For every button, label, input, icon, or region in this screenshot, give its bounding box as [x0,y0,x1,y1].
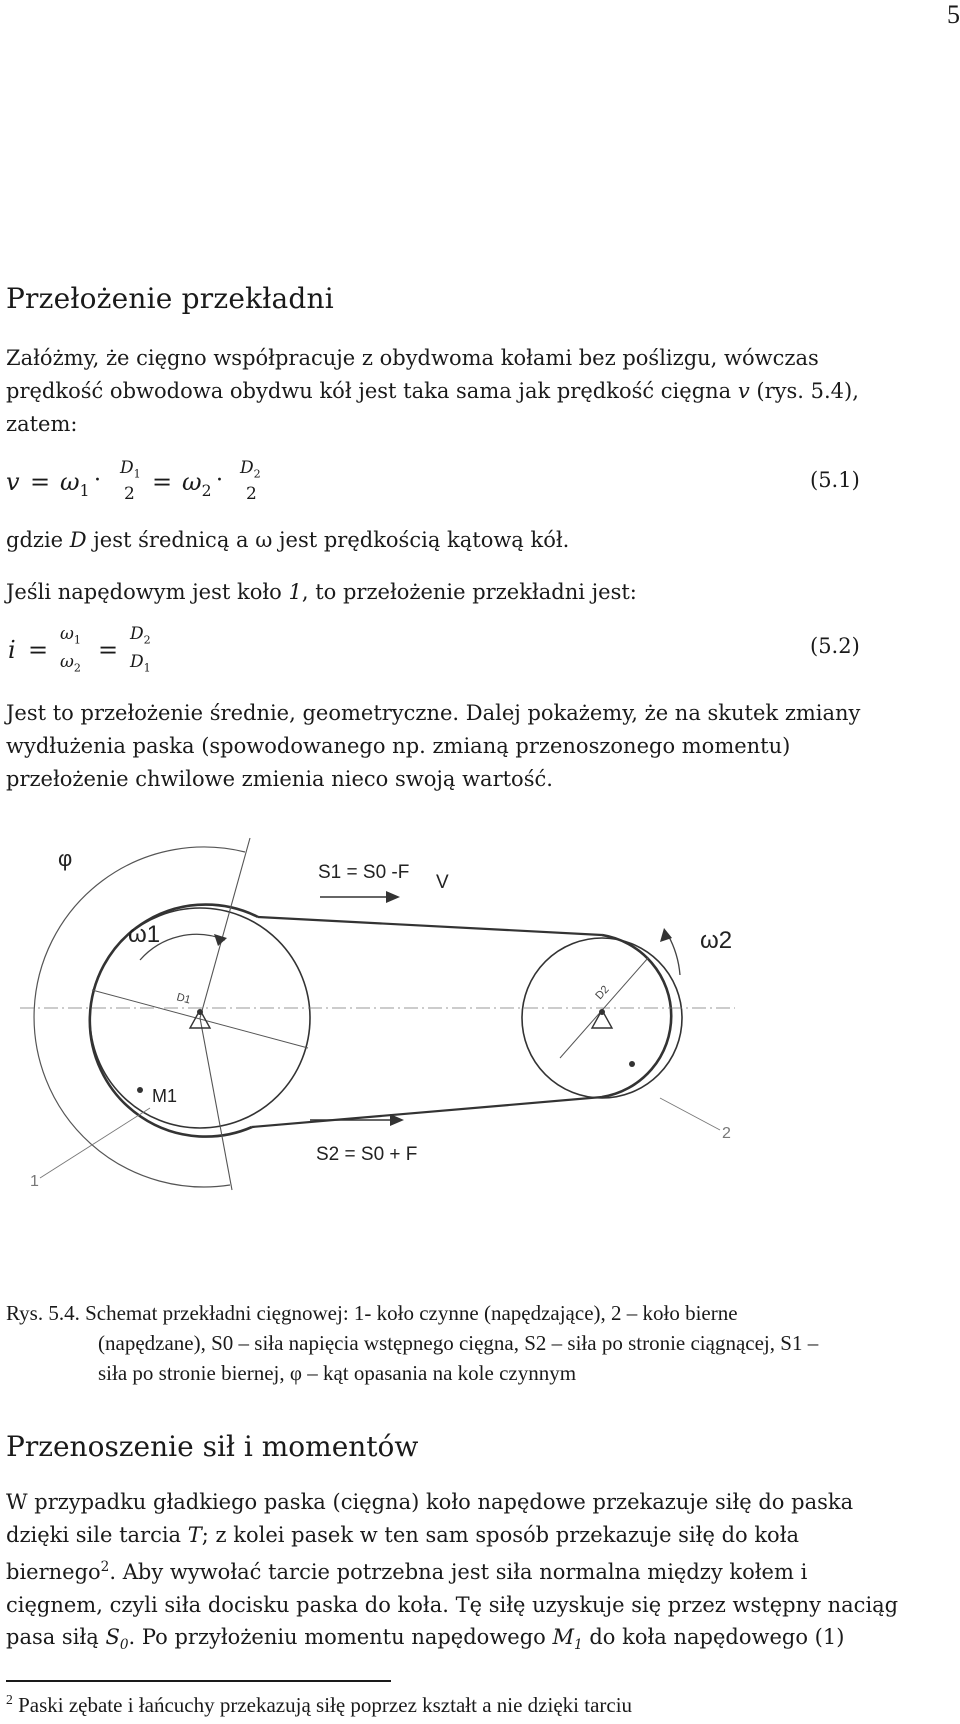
srednie-line-2: wydłużenia paska (spowodowanego np. zmianą przenoszonego momentu) [6,734,791,758]
equation-number-5-1: (5.1) [810,468,860,492]
przen-line-3: biernego$^2$. Aby wywołać tarcie potrzebna jest siła normalna między kołem i [6,1559,808,1584]
intro-line-3: zatem: [6,412,78,436]
belt-lower-span [252,1097,602,1127]
przen-line-1: W przypadku gładkiego paska (cięgna) koło napędowe przekazuje siłę do paska [6,1490,854,1514]
footnote-rule [6,1680,391,1682]
paragraph-srednie [6,697,946,796]
page-number: 5 [947,0,960,29]
belt-upper-span [258,917,602,935]
figure-caption [6,1298,936,1388]
section-title-przenoszenie: Przenoszenie sił i momentów [6,1430,419,1463]
m1-label: M1 [152,1086,178,1106]
s1-label: S1 = S0 -F [318,862,410,883]
s2-label: S2 = S0 + F [316,1144,418,1165]
intro-line-2: prędkość obwodowa obydwu kół jest taka sama jak prędkość cięgna v (rys. 5.4), [6,379,859,403]
belt-drive-diagram [0,820,960,1200]
omega1-label: ω1 [128,921,161,948]
equation-number-5-2: (5.2) [810,634,860,658]
paragraph-przenoszenie [6,1486,956,1662]
label-2: 2 [722,1125,731,1142]
v-label: V [436,872,449,893]
label-1: 1 [30,1173,39,1190]
d2-label: D2 [593,983,612,1003]
equation-5-1: v = $\omega_1$ · $D_1$ 2 = $\omega_2$ · $D_2$ 2 [6,458,261,504]
driven-wheel-circle [522,938,682,1098]
section-title-przelozenie: Przełożenie przekładni [6,282,334,315]
phi-label: φ [58,846,73,871]
srednie-line-1: Jest to przełożenie średnie, geometryczne. Dalej pokażemy, że na skutek zmiany [6,701,861,725]
przen-line-2: dzięki sile tarcia T; z kolei pasek w ten sam sposób przekazuje siłę do koła [6,1522,800,1547]
paragraph-intro [6,342,946,441]
przen-line-4: cięgnem, czyli siła docisku paska do koła. Tę siłę uzyskuje się przez wstępny naciąg [6,1592,899,1617]
d1-label: D1 [175,991,192,1007]
paragraph-jesli: Jeśli napędowym jest koło 1, to przełożenie przekładni jest: [6,580,637,604]
intro-line-1: Załóżmy, że cięgno współpracuje z obydwoma kołami bez poślizgu, wówczas [6,346,819,370]
paragraph-gdzie: gdzie D jest średnicą a ω jest prędkością kątową kół. [6,528,570,552]
caption-line-3: siła po stronie biernej, φ – kąt opasania na kole czynnym [98,1361,577,1385]
caption-line-1: Rys. 5.4. Schemat przekładni cięgnowej: 1- koło czynne (napędzające), 2 – koło bierne [6,1301,738,1325]
omega2-label: ω2 [700,927,733,954]
przen-line-5: pasa siłą $S_0$. Po przyłożeniu momentu napędowego $M_1$ do koła napędowego (1) [6,1625,845,1654]
caption-line-2: (napędzane), S0 – siła napięcia wstępnego cięgna, S2 – siła po stronie ciągnącej, S1 – [98,1331,819,1355]
footnote: $^2$ Paski zębate i łańcuchy przekazują siłę poprzez kształt a nie dzięki tarciu [6,1692,633,1717]
srednie-line-3: przełożenie chwilowe zmienia nieco swoją wartość. [6,767,553,791]
equation-5-2: i = $\omega_1$ $\omega_2$ = $D_2$ $D_1$ [8,624,151,675]
